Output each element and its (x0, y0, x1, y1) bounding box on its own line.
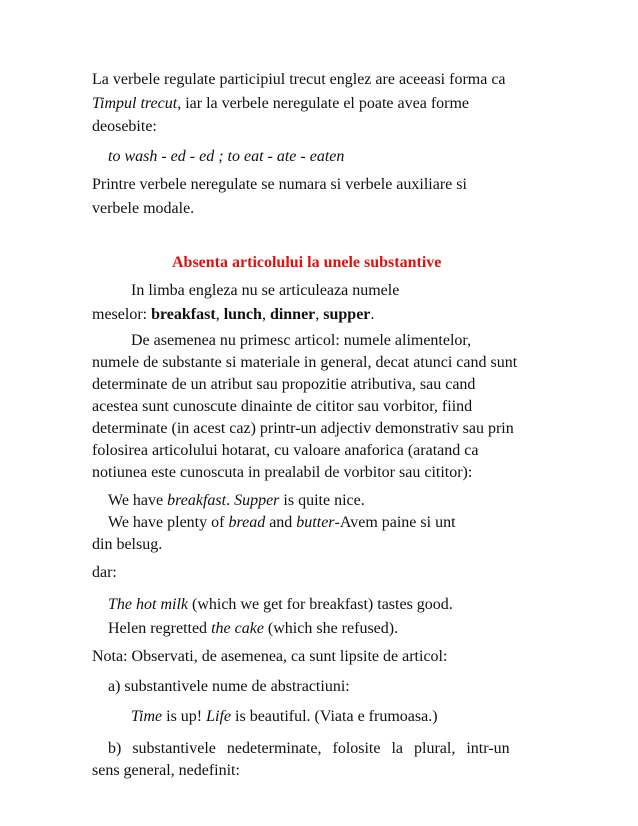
p4-line4 (92, 397, 472, 417)
p4-line7 (92, 463, 472, 483)
p4-line3-text: determinate de un atribut sau propozitie atributiva, sau cand (92, 376, 476, 393)
p4-line5-text: determinate (in acest caz) printr-un adjectiv demonstrativ sau prin (92, 420, 514, 437)
ex2-and: and (265, 514, 297, 531)
ex2-breakfast: breakfast (167, 492, 227, 509)
item-b-line1 (108, 739, 510, 759)
p2-line2 (92, 199, 194, 219)
ex2-line1-rest: is quite nice. (279, 492, 365, 509)
meal-supper: supper (323, 306, 371, 323)
ex4-line (131, 707, 438, 727)
meal-dinner: dinner (269, 306, 316, 323)
comma: , (315, 306, 324, 323)
period: . (370, 306, 375, 323)
ex3-line1-rest: (which we get for breakfast) tastes good. (188, 596, 453, 613)
dar-text: dar: (92, 564, 117, 581)
ex2-bread: bread (228, 514, 266, 531)
ex4-time: Time (131, 708, 163, 725)
p3-line2-text: meselor: (92, 306, 152, 323)
p1-line2-italic: Timpul trecut (92, 95, 178, 112)
ex3-line1 (108, 595, 453, 615)
ex2-supper: Supper (234, 492, 280, 509)
comma: , (215, 306, 224, 323)
p4-line1 (131, 331, 471, 351)
ex2-line1-text: We have (108, 492, 168, 509)
item-b-line1-text: b) substantivele nedeterminate, folosite la plural, intr-un (108, 740, 510, 757)
p1-line1 (92, 70, 506, 90)
example-verb-forms-text: to wash - ed - ed ; to eat - ate - eaten (108, 148, 345, 165)
p4-line6-text: folosirea articolului hotarat, cu valoare anaforica (aratand ca (92, 442, 479, 459)
p4-line4-text: acestea sunt cunoscute dinainte de cititor sau vorbitor, fiind (92, 398, 473, 415)
p4-line6 (92, 441, 478, 461)
dar-label (92, 563, 117, 583)
ex3-line2-rest: (which she refused). (263, 620, 399, 637)
p1-line1-text: La verbele regulate participiul trecut englez are aceeasi forma ca (92, 71, 506, 88)
ex2-line1 (108, 491, 365, 511)
ex4-text-b: is beautiful. (Viata e frumoasa.) (231, 708, 438, 725)
ex3-line2-text: Helen regretted (108, 620, 212, 637)
p4-line2 (92, 353, 517, 373)
ex2-punct: . (226, 492, 235, 509)
ex2-line3 (92, 535, 162, 555)
p3-line2 (92, 305, 374, 325)
p4-line2-text: numele de substante si materiale in general, decat atunci cand sunt (92, 354, 518, 371)
meal-breakfast: breakfast (151, 306, 216, 323)
p4-line5 (92, 419, 514, 439)
meal-lunch: lunch (223, 306, 262, 323)
p1-line2-text: , iar la verbele neregulate el poate avea forme (177, 95, 470, 112)
ex2-butter: butter (296, 514, 335, 531)
comma: , (261, 306, 270, 323)
p3-line1-text: In limba engleza nu se articuleaza numele (131, 282, 400, 299)
p2-line1 (92, 175, 467, 195)
ex4-life: Life (206, 708, 232, 725)
p1-line2 (92, 94, 469, 114)
p4-line7-text: notiunea este cunoscuta in prealabil de vorbitor sau cititor): (92, 464, 473, 481)
nota-text: Nota: Observati, de asemenea, ca sunt lipsite de articol: (92, 648, 448, 665)
item-b-line2 (92, 761, 240, 781)
ex3-cake: the cake (211, 620, 264, 637)
nota-line (92, 647, 447, 667)
ex2-line3-text: din belsug. (92, 536, 163, 553)
ex2-line2-text: We have plenty of (108, 514, 229, 531)
ex3-hot-milk: The hot milk (108, 596, 188, 613)
ex2-line2-rest: -Avem paine si unt (334, 514, 456, 531)
item-a-text: a) substantivele nume de abstractiuni: (108, 678, 350, 695)
section-heading-text: Absenta articolului la unele substantive (172, 254, 442, 271)
item-a (108, 677, 350, 697)
example-verb-forms (108, 147, 344, 167)
ex3-line2 (108, 619, 398, 639)
p1-line3 (92, 117, 157, 137)
p1-line3-text: deosebite: (92, 118, 157, 135)
p2-line2-text: verbele modale. (92, 200, 195, 217)
p2-line1-text: Printre verbele neregulate se numara si verbele auxiliare si (92, 176, 467, 193)
item-b-line2-text: sens general, nedefinit: (92, 762, 240, 779)
p3-line1 (131, 281, 399, 301)
ex2-line2 (108, 513, 456, 533)
p4-line1-text: De asemenea nu primesc articol: numele alimentelor, (131, 332, 472, 349)
p4-line3 (92, 375, 475, 395)
ex4-text-a: is up! (162, 708, 207, 725)
section-heading (172, 253, 441, 273)
